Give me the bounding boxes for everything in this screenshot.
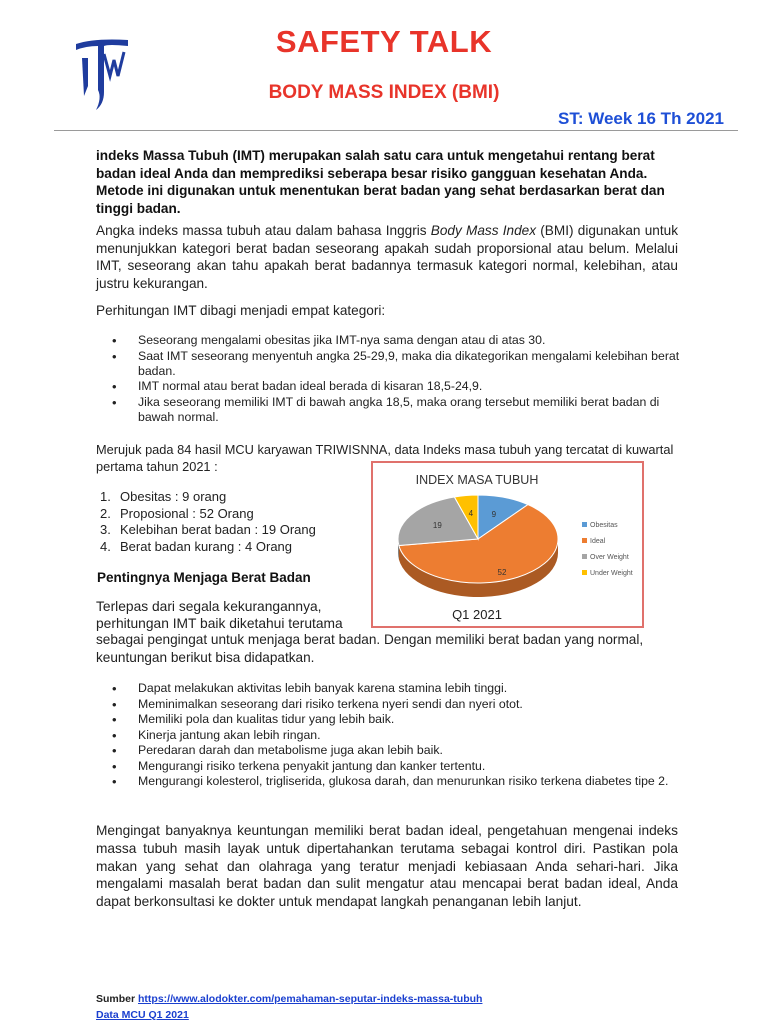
- legend-label: Obesitas: [590, 522, 618, 529]
- legend-swatch: [582, 554, 587, 559]
- source-data-link[interactable]: Data MCU Q1 2021: [96, 1009, 189, 1021]
- section-heading: Pentingnya Menjaga Berat Badan: [97, 570, 311, 585]
- source-data: [96, 1009, 189, 1021]
- bmi-chart: [371, 461, 644, 628]
- pie-value-label: 9: [491, 510, 497, 520]
- bmi-definition-text-2: (BMI) digunakan untuk menunjukkan kategori berat badan seseorang apakah sudah proporsional atau belum. Melalui IMT, seseorang akan tahu apakah berat badannya termasuk kategori normal, kelebihan, atau justru kekurangan.: [96, 223, 678, 291]
- benefit-item: • Kinerja jantung akan lebih ringan.: [110, 728, 680, 743]
- mcu-paragraph: Merujuk pada 84 hasil MCU karyawan TRIWISNNA, data Indeks masa tubuh yang tercatat di kuwartal pertama tahun 2021 :: [96, 442, 674, 474]
- result-number: 2.: [100, 505, 111, 521]
- result-item: [100, 489, 316, 506]
- pie-value-label: 4: [468, 508, 474, 518]
- category-item: • Saat IMT seseorang menyentuh angka 25-29,9, maka dia dikategorikan mengalami kelebihan berat badan.: [110, 349, 680, 379]
- chart-title: INDEX MASA TUBUH: [415, 473, 539, 487]
- result-text: Kelebihan berat badan : 19 Orang: [120, 522, 316, 537]
- result-text: Obesitas : 9 orang: [120, 489, 227, 504]
- closing-paragraph: Mengingat banyaknya keuntungan memiliki berat badan ideal, pengetahuan mengenai indeks massa tubuh masih layak untuk dipertahankan terutama sebagai kontrol diri. Pastikan pola makan yang sehat dan olahraga yang teratur menjadi kebiasaan Anda sehari-hari. Jika mengalami masalah berat badan dan sulit mengatur atau mencapai berat badan ideal, Anda dapat berkonsultasi ke dokter untuk mendapat langkah penanganan lebih lanjut.: [96, 823, 678, 910]
- page-subtitle: BODY MASS INDEX (BMI): [268, 82, 500, 103]
- benefit-item: • Mengurangi kolesterol, trigliserida, glukosa darah, dan menurunkan risiko terkena diabetes tipe 2.: [110, 774, 680, 789]
- legend-label: Under Weight: [590, 570, 633, 577]
- importance-paragraph: sebagai pengingat untuk menjaga berat badan. Dengan memiliki berat badan yang normal, keuntungan berikut bisa didapatkan.: [96, 632, 644, 665]
- benefit-list: [110, 681, 680, 790]
- result-item: [100, 539, 316, 556]
- legend-swatch: [582, 538, 587, 543]
- pie-value-label: 19: [432, 520, 442, 530]
- source-line: [96, 993, 482, 1005]
- benefit-item: • Mengurangi risiko terkena penyakit jantung dan kanker tertentu.: [110, 759, 680, 774]
- bmi-definition-paragraph: [96, 222, 678, 292]
- categories-intro: Perhitungan IMT dibagi menjadi empat kategori:: [96, 303, 386, 318]
- category-item: • Seseorang mengalami obesitas jika IMT-nya sama dengan atau di atas 30.: [110, 333, 680, 348]
- legend-swatch: [582, 570, 587, 575]
- importance-line-1: Terlepas dari segala kekurangannya,: [96, 599, 322, 614]
- source-link[interactable]: https://www.alodokter.com/pemahaman-seputar-indeks-massa-tubuh: [138, 993, 483, 1005]
- category-list: [110, 333, 680, 425]
- category-item: • Jika seseorang memiliki IMT di bawah angka 18,5, maka orang tersebut memiliki berat badan di bawah normal.: [110, 395, 680, 425]
- legend-label: Over Weight: [590, 554, 629, 561]
- benefit-item: • Dapat melakukan aktivitas lebih banyak karena stamina lebih tinggi.: [110, 681, 680, 696]
- bmi-definition-italic: Body Mass Index: [430, 223, 537, 238]
- intro-paragraph: indeks Massa Tubuh (IMT) merupakan salah satu cara untuk mengetahui rentang berat badan ideal Anda dan memprediksi seberapa besar risiko gangguan kesehatan Anda. Metode ini digunakan untuk menentukan berat badan yang sehat berdasarkan berat dan tinggi badan.: [96, 148, 665, 216]
- importance-line-2: perhitungan IMT baik diketahui terutama: [96, 616, 343, 631]
- result-item: [100, 506, 316, 523]
- result-text: Berat badan kurang : 4 Orang: [120, 538, 293, 554]
- page-title: SAFETY TALK: [275, 24, 493, 59]
- benefit-item: • Memiliki pola dan kualitas tidur yang lebih baik.: [110, 712, 680, 727]
- results-list: [100, 489, 316, 555]
- pie-value-label: 52: [497, 567, 507, 577]
- benefit-item: • Peredaran darah dan metabolisme juga akan lebih baik.: [110, 743, 680, 758]
- chart-xlabel: Q1 2021: [452, 607, 502, 622]
- week-label: ST: Week 16 Th 2021: [558, 109, 724, 128]
- bmi-pie-chart: [373, 463, 642, 626]
- result-number: 4.: [100, 538, 111, 554]
- result-item: [100, 522, 316, 539]
- bmi-definition-text-1: Angka indeks massa tubuh atau dalam bahasa Inggris: [96, 223, 431, 238]
- benefit-item: • Meminimalkan seseorang dari risiko terkena nyeri sendi dan nyeri otot.: [110, 697, 680, 712]
- legend-swatch: [582, 522, 587, 527]
- header-divider: [54, 130, 738, 131]
- result-number: 3.: [100, 522, 111, 537]
- result-text: Proposional : 52 Orang: [120, 505, 254, 521]
- category-item: • IMT normal atau berat badan ideal berada di kisaran 18,5-24,9.: [110, 379, 680, 394]
- result-number: 1.: [100, 489, 111, 504]
- source-label: Sumber: [96, 993, 139, 1005]
- legend-label: Ideal: [590, 538, 606, 545]
